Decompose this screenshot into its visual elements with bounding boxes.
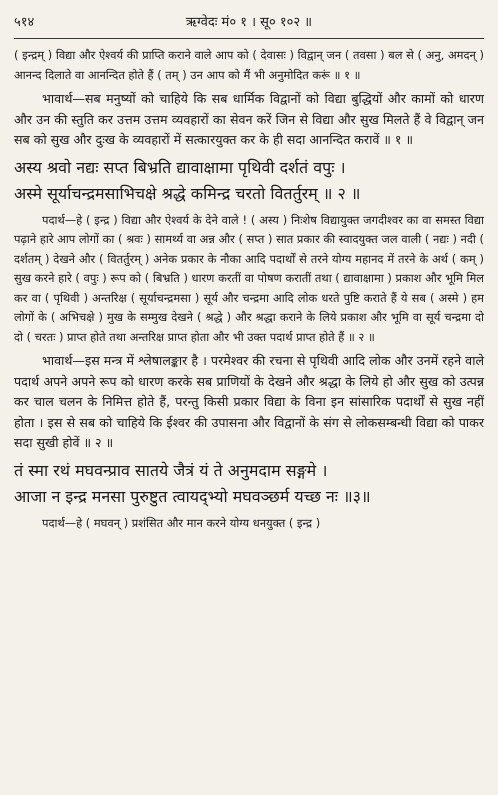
running-title: ऋग्वेदः मं० १ । सू० १०२ ॥ <box>185 15 313 30</box>
page-body <box>14 46 484 533</box>
page-header <box>14 12 484 34</box>
mantra-3-line-1: तं स्मा रथं मघवन्प्राव सातये जैत्रं यं ते अनुमदाम सङ्गमे । <box>14 460 328 480</box>
header-rule <box>14 38 484 39</box>
mantra-2-line-1: अस्य श्रवो नद्यः सप्त बिभ्रति द्यावाक्षामा पृथिवी दर्शतं वपुः । <box>14 157 346 177</box>
bhavarth-1: भावार्थ—सब मनुष्यों को चाहिये कि सब धार्मिक विद्वानों को विद्या बुद्धियों और कामों को धारण और उन की स्तुति कर उत्तम उत्तम व्यवहारों का सेवन करें जिन से विद्या और सुख मिलते हैं वे विद्वान् जन सब को सुख और दुःख के व्यवहारों में सत्कारयुक्त कर के ही सदा आनन्दित करावें ॥ १ ॥ <box>14 91 484 147</box>
padarth-3-start: पदार्थ—हे ( मघवन् ) प्रशंसित और मान करने योग्य धनयुक्त ( इन्द्र ) <box>42 515 321 530</box>
mantra-2-line-2: अस्मे सूर्याचन्द्रमसाभिचक्षे श्रद्धे कमिन्द्र चरतो वितर्तुरम् ॥ २ ॥ <box>14 183 361 203</box>
page-number: ५१४ <box>14 15 35 30</box>
padarth-continuation: ( इन्द्रम् ) विद्या और ऐश्वर्य की प्राप्ति कराने वाले आप को ( देवासः ) विद्वान् जन ( तवसा ) बल से ( अनु, अमदन् ) आनन्द दिलाते वा आनन्दित होते हैं ( तम् ) उन आप को मैं भी अनुमोदित करूं ॥ १ ॥ <box>14 48 484 82</box>
bhavarth-2: भावार्थ—इस मन्त्र में श्लेषालङ्कार है । परमेश्वर की रचना से पृथिवी आदि लोक और उनमें रहने वाले पदार्थ अपने अपने रूप को धारण करके सब प्राणियों के देखने और श्रद्धा के लिये हो और सुख को उत्पन्न कर चाल चलन के निमित्त होते हैं, परन्तु किसी प्रकार विद्या के विना इन सांसारिक पदार्थों से सुख नहीं होता । इस से सब को चाहिये कि ईश्वर की उपासना और विद्वानों के संग से लोकसम्बन्धी विद्या को पाकर सदा सुखी होवें ॥ २ ॥ <box>14 353 484 450</box>
padarth-2: पदार्थ—हे ( इन्द्र ) विद्या और ऐश्वर्य के देने वाले ! ( अस्य ) निःशेष विद्यायुक्त जगदीश्वर का वा समस्त विद्या पढ़ाने हारे आप लोगों का ( श्रवः ) सामर्थ्य वा अन्न और ( सप्त ) सात प्रकार की स्वादयुक्त जल वाली ( नद्यः ) नदी ( दर्शतम् ) देखने और ( वितर्तुरम् ) अनेक प्रकार के नौका आदि पदार्थों से तरने योग्य महानद में तरने के अर्थ ( कम् ) सुख करने हारे ( वपुः ) रूप को ( बिभ्रति ) धारण करतीं वा पोषण करातीं तथा ( द्यावाक्षामा ) प्रकाश और भूमि मिल कर वा ( पृथिवी ) अन्तरिक्ष ( सूर्याचन्द्रमसा ) सूर्य और चन्द्रमा आदि लोक धरते पुष्टि कराते हैं ये सब ( अस्मे ) हम लोगों के ( अभिचक्षे ) मुख के सम्मुख देखने ( श्रद्धे ) और श्रद्धा कराने के लिये प्रकाश और भूमि वा सूर्य चन्द्रमा दो दो ( चरतः ) प्राप्त होते तथा अन्तरिक्ष प्राप्त होता और भी उक्त पदार्थ प्राप्त होते हैं ॥ २ ॥ <box>14 212 484 344</box>
mantra-3-line-2: आजा न इन्द्र मनसा पुरुष्टुत त्वायद्भ्यो मघवञ्छर्म यच्छ नः ॥३॥ <box>14 486 371 506</box>
